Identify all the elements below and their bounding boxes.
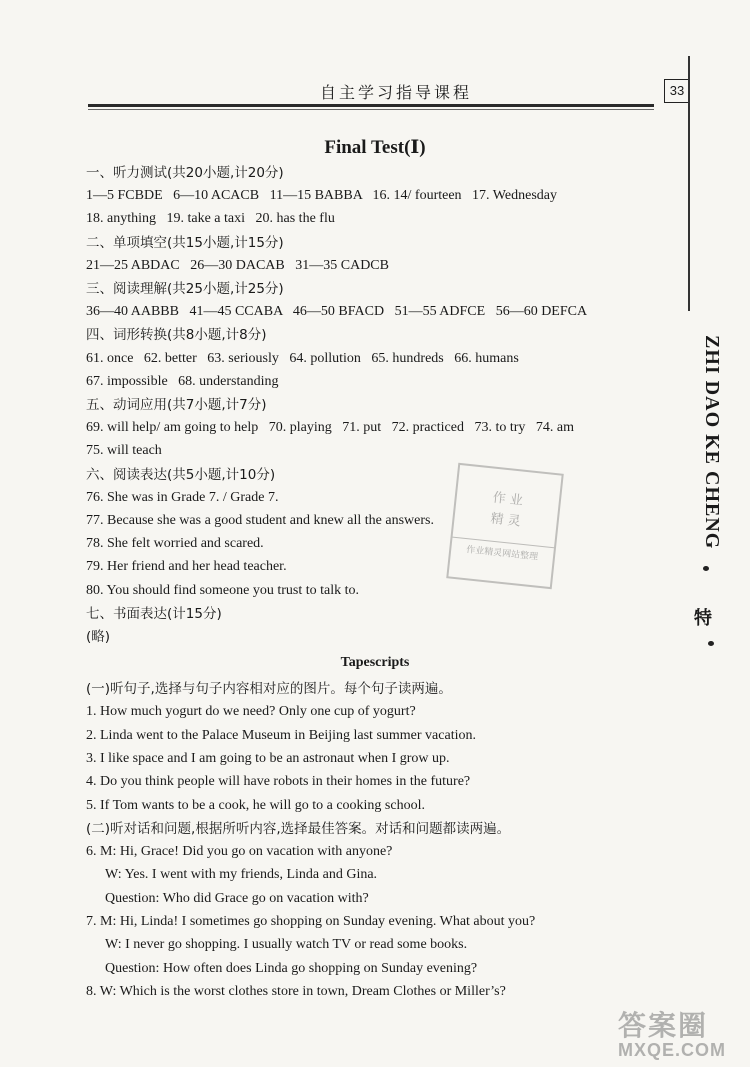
page-title: Final Test(Ⅰ) — [324, 137, 426, 158]
side-label: ZHI DAO KE CHENG — [701, 335, 723, 550]
text-line: 3. I like space and I am going to be an astronaut when I grow up. — [86, 750, 450, 766]
text-line: 8. W: Which is the worst clothes store in town, Dream Clothes or Miller’s? — [86, 983, 506, 999]
tapescripts-title: Tapescripts — [340, 655, 410, 670]
text-line: Question: Who did Grace go on vacation with? — [105, 890, 369, 906]
section-heading: 五、动词应用(共7小题,计7分) — [86, 397, 267, 413]
text-line: 5. If Tom wants to be a cook, he will go to a cooking school. — [86, 797, 425, 813]
text-line: 1—5 FCBDE 6—10 ACACB 11—15 BABBA 16. 14/ fourteen 17. Wednesday — [86, 188, 557, 204]
text-line: 75. will teach — [86, 443, 162, 459]
section-heading: (一)听句子,选择与句子内容相对应的图片。每个句子读两遍。 — [86, 681, 452, 697]
text-line: 36—40 AABBB 41—45 CCABA 46—50 BFACD 51—55 ADFCE 56—60 DEFCA — [86, 304, 588, 320]
text-line: 21—25 ABDAC 26—30 DACAB 31—35 CADCB — [86, 257, 389, 273]
section-heading: (略) — [86, 629, 111, 645]
section-heading: 六、阅读表达(共5小题,计10分) — [86, 466, 276, 483]
text-line: 1. How much yogurt do we need? Only one cup of yogurt? — [86, 704, 416, 720]
text-line: 7. M: Hi, Linda! I sometimes go shopping on Sunday evening. What about you? — [86, 914, 536, 929]
section-heading: 七、书面表达(计15分) — [86, 605, 222, 622]
section-heading: 一、听力测试(共20小题,计20分) — [86, 165, 284, 181]
stamp-watermark — [446, 463, 564, 589]
text-line: 77. Because she was a good student and knew all the answers. — [86, 513, 434, 528]
text-line: W: Yes. I went with my friends, Linda and Gina. — [105, 867, 378, 883]
text-line: 61. once 62. better 63. seriously 64. pollution 65. hundreds 66. humans — [86, 350, 519, 366]
page-number: 33 — [664, 79, 690, 103]
text-line: 2. Linda went to the Palace Museum in Beijing last summer vacation. — [86, 727, 476, 743]
text-line: W: I never go shopping. I usually watch TV or read some books. — [105, 937, 468, 953]
text-line: 6. M: Hi, Grace! Did you go on vacation with anyone? — [86, 844, 393, 860]
header-rule-thick — [88, 104, 654, 107]
text-line: 18. anything 19. take a taxi 20. has the flu — [86, 211, 335, 227]
side-mark: 特 — [694, 608, 712, 629]
side-dot — [703, 566, 709, 571]
text-line: 69. will help/ am going to help 70. playing 71. put 72. practiced 73. to try 74. am — [86, 420, 574, 436]
header-title: 自主学习指导课程 — [320, 83, 473, 102]
side-dot — [708, 641, 714, 646]
header-vertical-rule — [688, 56, 690, 311]
text-line: 76. She was in Grade 7. / Grade 7. — [86, 489, 279, 505]
section-heading: 四、词形转换(共8小题,计8分) — [86, 327, 267, 344]
text-line: 78. She felt worried and scared. — [86, 536, 264, 552]
section-heading: 二、单项填空(共15小题,计15分) — [86, 234, 284, 251]
watermark-text: 答案圈 — [618, 1010, 709, 1041]
site-watermark — [618, 1004, 746, 1062]
stamp-line: 作业精灵网站整理 — [451, 537, 554, 565]
section-heading: 三、阅读理解(共25小题,计25分) — [86, 281, 284, 297]
header-rule-thin — [88, 109, 654, 110]
stamp-line: 精 灵 — [489, 511, 522, 530]
text-line: 79. Her friend and her head teacher. — [86, 559, 287, 575]
section-heading: (二)听对话和问题,根据所听内容,选择最佳答案。对话和问题都读两遍。 — [86, 820, 511, 837]
text-line: 4. Do you think people will have robots in their homes in the future? — [86, 774, 471, 790]
text-line: Question: How often does Linda go shopping on Sunday evening? — [105, 960, 478, 976]
stamp-line: 作 业 — [491, 490, 524, 509]
watermark-url: MXQE.COM — [618, 1040, 727, 1060]
text-line: 80. You should find someone you trust to talk to. — [86, 582, 360, 598]
text-line: 67. impossible 68. understanding — [86, 373, 279, 389]
